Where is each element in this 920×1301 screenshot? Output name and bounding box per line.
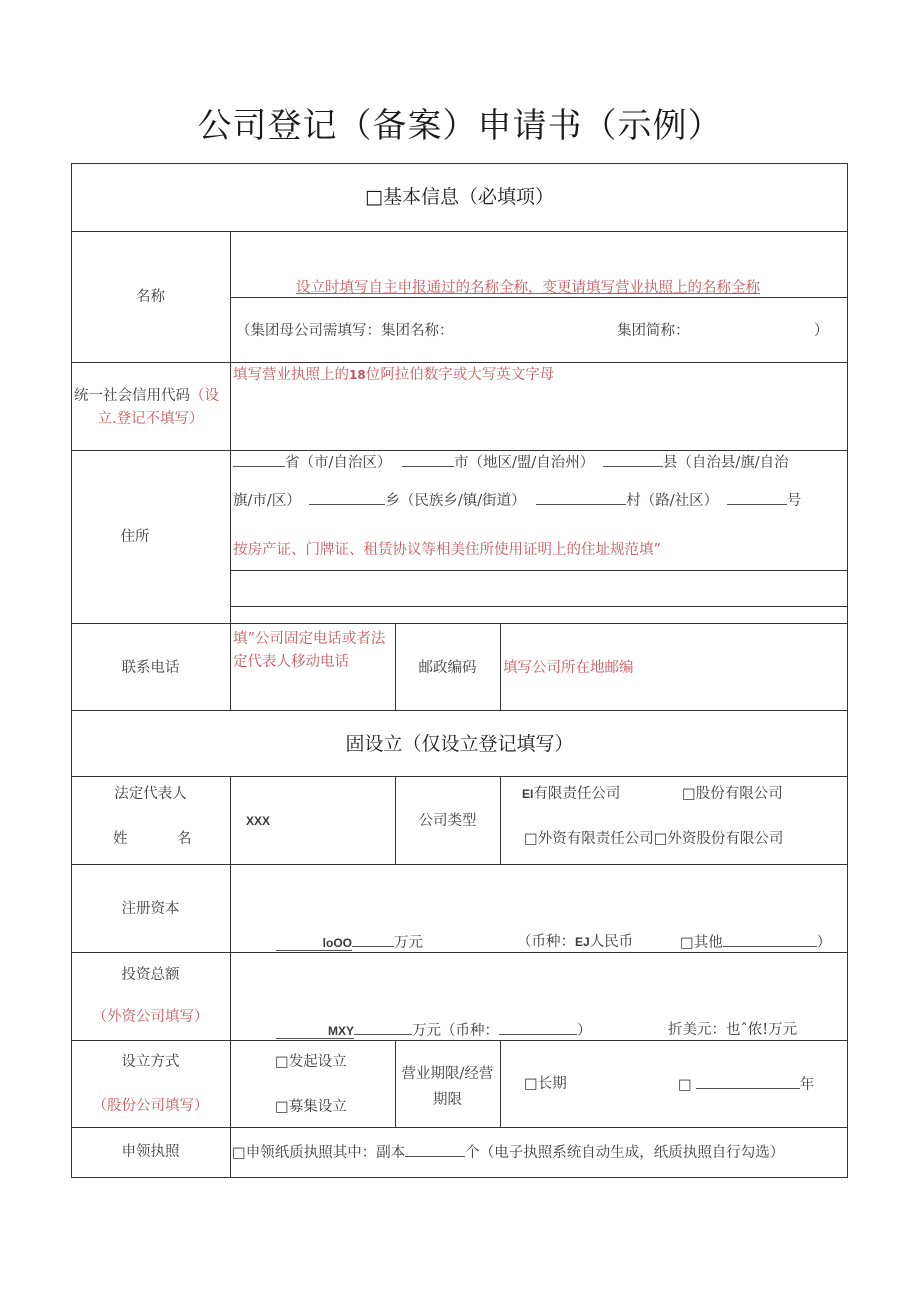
address-county2: 旗/市/区） [233,493,301,509]
postcode-hint: 填写公司所在地邮编 [503,660,634,676]
address-hint: 按房产证、门牌证、租赁协议等相美住所使用证明上的住址规范填” [233,542,661,558]
credit-label-main: 统一社会信用代码 [74,388,190,404]
term-years [678,1074,814,1095]
license-label: 申领执照 [121,1144,180,1160]
address-line-2 [233,490,801,511]
address-number: 号 [786,493,802,509]
address-province: 省（市/自治区） [285,455,392,471]
invest-value-row [276,1020,592,1041]
capital-currency-rmb: 人民币 [589,934,634,950]
group-close: ） [814,323,829,339]
capital-currency-label: （币种： [517,934,575,950]
credit-hint [233,365,554,385]
method-note: （股份公司填写） [92,1098,209,1114]
term-years-checkbox: □ [678,1077,692,1093]
credit-hint-num: 18 [349,368,366,382]
credit-label-note-1: （设 [190,388,219,404]
license-text-post: 个（电子执照系统自动生成，纸质执照自行勾选） [465,1145,785,1161]
address-line-1 [233,452,789,473]
legal-value: XXX [246,814,271,828]
credit-hint-post: 位阿拉伯数字或大写英文字母 [365,367,555,383]
company-type-label: 公司类型 [418,813,477,829]
company-type-opt1-label: 有限责任公司 [533,786,621,802]
credit-hint-pre: 填写营业执照上的 [233,367,349,383]
method-opt1: □发起设立 [275,1054,347,1070]
invest-unit-currency: 万元（币种： [412,1023,499,1039]
credit-label-note-2: 立.登记不填写） [97,411,204,427]
invest-usd: 折美元：也ˆ侬!万元 [668,1022,798,1038]
section-basic-info: □基本信息（必填项） [365,186,554,208]
capital-unit: 万元 [394,935,423,951]
capital-currency-other [680,932,831,953]
address-label: 住所 [120,529,150,545]
phone-label: 联系电话 [121,660,180,676]
term-label-1: 营业期限/经营 [401,1066,494,1082]
term-long: □长期 [524,1076,567,1092]
name-label: 名称 [136,289,165,305]
group-short-label: 集团简称： [617,323,690,339]
license-text-pre: □申领纸质执照其中：副本 [232,1145,406,1161]
capital-value-row [276,932,423,953]
address-town: 乡（民族乡/镇/街道） [385,493,526,509]
capital-label: 注册资本 [121,901,180,917]
invest-note: （外资公司填写） [92,1009,209,1025]
method-opt2: □募集设立 [275,1099,347,1115]
capital-currency-close: ） [816,935,832,951]
company-type-opt3: □外资有限责任公司□外资股份有限公司 [524,831,784,847]
capital-value: loOO [276,936,352,951]
group-name-label: （集团母公司需填写：集团名称： [236,323,454,339]
phone-hint: 填”公司固定电话或者法定代表人移动电话 [233,631,386,670]
invest-close: ） [577,1023,592,1039]
page-title: 公司登记（备案）申请书（示例） [197,106,723,146]
legal-label-given: 名 [177,831,192,847]
section-establish: 固设立（仅设立登记填写） [345,733,574,755]
invest-value: MXY [276,1024,354,1039]
method-label: 设立方式 [121,1054,180,1070]
license-text [232,1142,784,1163]
currency-checked-icon: EJ [575,935,590,949]
capital-currency-other-label: □其他 [680,935,723,951]
term-years-unit: 年 [799,1077,815,1093]
legal-label: 法定代表人 [114,786,187,802]
postcode-label: 邮政编码 [418,660,477,676]
company-type-opt2: □股份有限公司 [682,786,783,802]
term-label-2: 期限 [433,1092,462,1108]
capital-currency [517,932,633,952]
legal-label-surname: 姓 [113,831,128,847]
company-type-opt1 [522,784,620,804]
address-village: 村（路/社区） [626,493,719,509]
credit-label [74,386,219,406]
address-city: 市（地区/盟/自治州） [454,455,595,471]
checked-mark-icon: EI [522,787,534,801]
invest-label: 投资总额 [121,967,180,983]
address-county: 县（自治县/旗/自治 [662,455,789,471]
name-hint: 设立时填写自主申报通过的名称全称，变更请填写营业执照上的名称全称 [296,280,760,296]
